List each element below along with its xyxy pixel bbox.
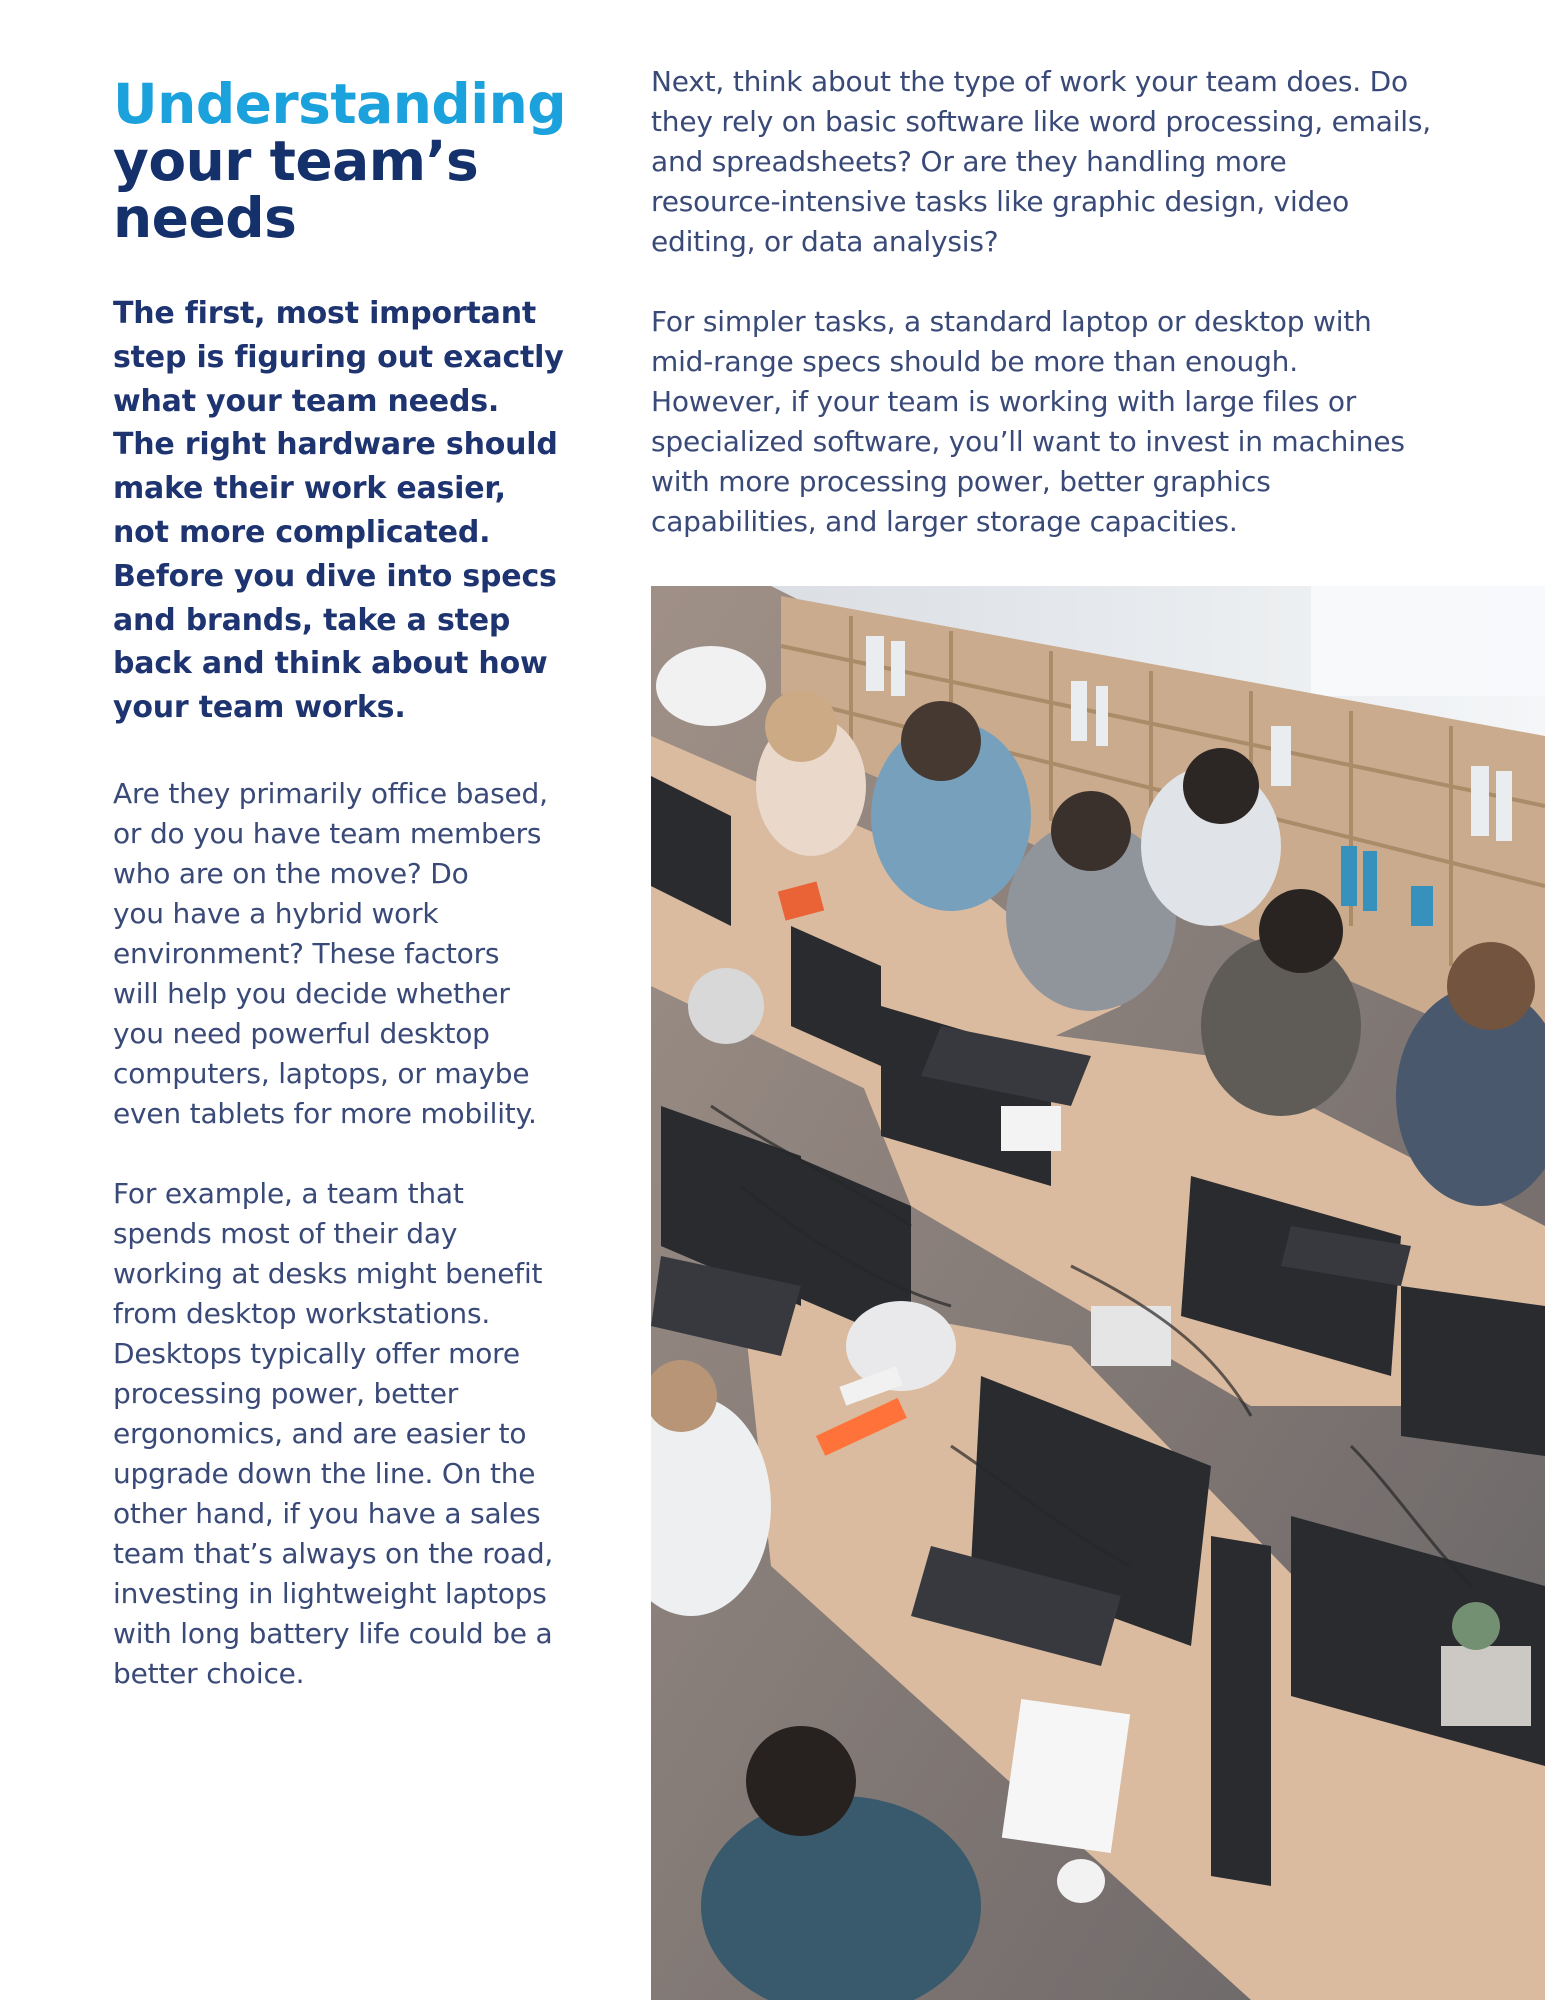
right-column (651, 62, 1471, 542)
text-line: will help you decide whether (113, 976, 510, 1010)
title-line-3: needs (113, 186, 297, 250)
page-title (113, 72, 583, 250)
body-paragraph-example (113, 1174, 583, 1694)
left-column (113, 72, 583, 1694)
text-line: with long battery life could be a (113, 1616, 553, 1650)
text-line: step is figuring out exactly (113, 339, 564, 375)
intro-paragraph (113, 292, 583, 730)
text-line: environment? These factors (113, 936, 500, 970)
text-line: not more complicated. (113, 514, 491, 550)
text-line: Before you dive into specs (113, 558, 557, 594)
text-line: team that’s always on the road, (113, 1536, 554, 1570)
text-line: upgrade down the line. On the (113, 1456, 536, 1490)
body-paragraph-specs (651, 302, 1471, 542)
office-team-photo (651, 586, 1545, 2000)
text-line: Next, think about the type of work your team does. Do (651, 65, 1408, 98)
title-accent-line: Understanding (113, 72, 567, 136)
text-line: working at desks might benefit (113, 1256, 543, 1290)
text-line: resource-intensive tasks like graphic design, video (651, 185, 1350, 218)
text-line: Are they primarily office based, (113, 776, 548, 810)
title-line-2: your team’s (113, 129, 479, 193)
text-line: and brands, take a step (113, 602, 511, 638)
text-line: ergonomics, and are easier to (113, 1416, 527, 1450)
text-line: with more processing power, better graphics (651, 465, 1271, 498)
tone-overlay (651, 586, 1545, 2000)
text-line: investing in lightweight laptops (113, 1576, 547, 1610)
text-line: even tablets for more mobility. (113, 1096, 537, 1130)
text-line: you have a hybrid work (113, 896, 439, 930)
text-line: mid-range specs should be more than enough. (651, 345, 1298, 378)
text-line: make their work easier, (113, 471, 506, 507)
body-paragraph-work-type (651, 62, 1471, 262)
text-line: The first, most important (113, 296, 536, 331)
text-line: editing, or data analysis? (651, 225, 999, 258)
text-line: who are on the move? Do (113, 856, 469, 890)
text-line: spends most of their day (113, 1216, 458, 1250)
text-line: processing power, better (113, 1376, 459, 1410)
text-line: For example, a team that (113, 1176, 464, 1210)
text-line: The right hardware should (113, 427, 558, 463)
text-line: or do you have team members (113, 816, 542, 850)
text-line: Desktops typically offer more (113, 1336, 520, 1370)
body-paragraph-work-location (113, 774, 583, 1134)
text-line: better choice. (113, 1656, 305, 1690)
text-line: computers, laptops, or maybe (113, 1056, 530, 1090)
text-line: you need powerful desktop (113, 1016, 490, 1050)
text-line: For simpler tasks, a standard laptop or desktop with (651, 305, 1372, 338)
text-line: and spreadsheets? Or are they handling more (651, 145, 1287, 178)
text-line: what your team needs. (113, 383, 500, 419)
text-line: from desktop workstations. (113, 1296, 491, 1330)
text-line: However, if your team is working with large files or (651, 385, 1357, 418)
text-line: other hand, if you have a sales (113, 1496, 541, 1530)
text-line: your team works. (113, 690, 406, 726)
text-line: specialized software, you’ll want to invest in machines (651, 425, 1405, 458)
text-line: they rely on basic software like word processing, emails, (651, 105, 1431, 138)
text-line: capabilities, and larger storage capacities. (651, 505, 1238, 538)
text-line: back and think about how (113, 646, 548, 682)
